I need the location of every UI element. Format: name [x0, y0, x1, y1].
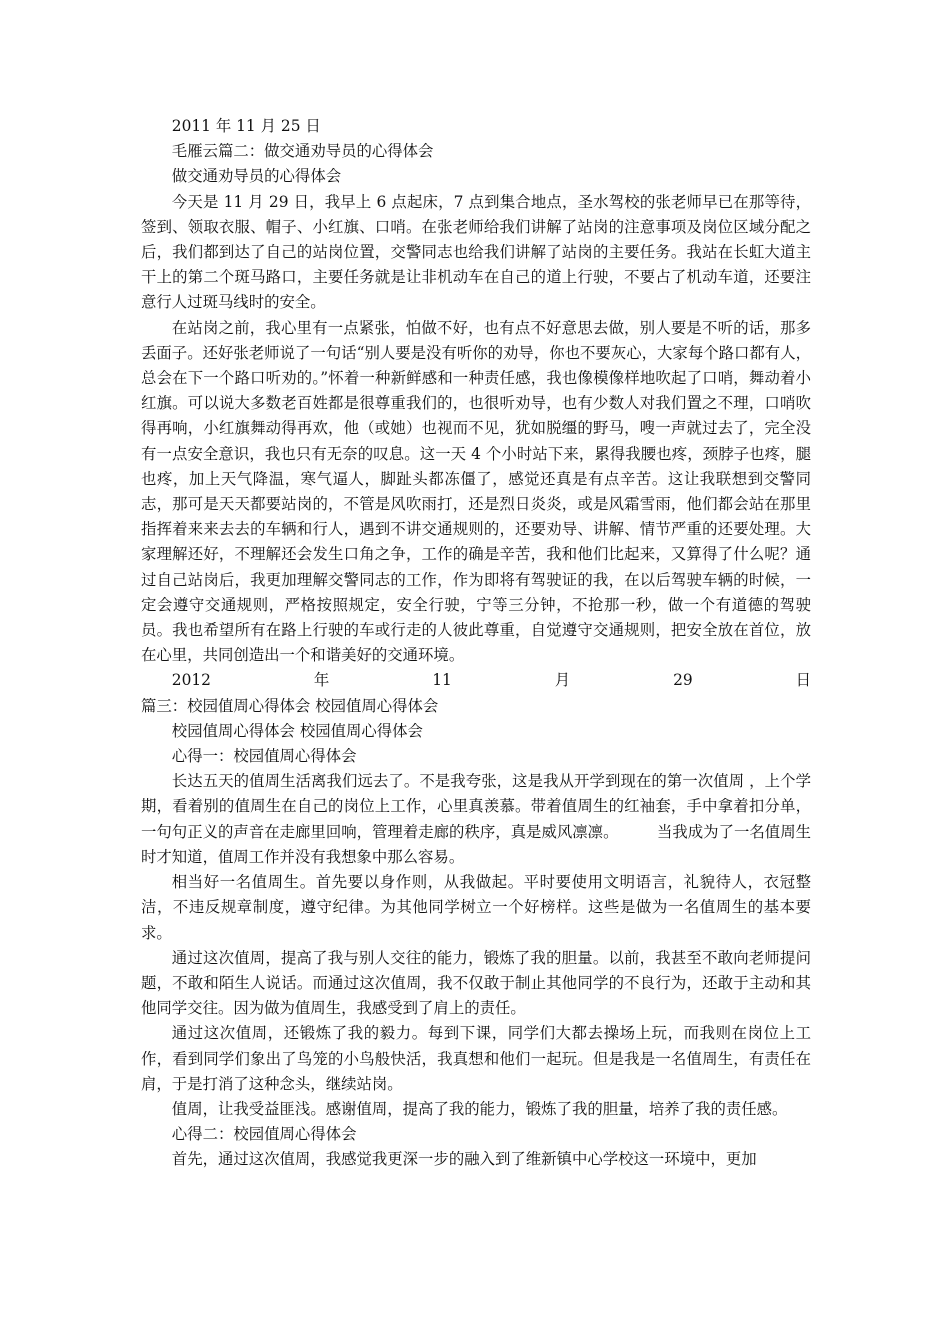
paragraph: 值周，让我受益匪浅。感谢值周，提高了我的能力，锻炼了我的胆量，培养了我的责任感。: [171, 1099, 788, 1118]
paragraph: 长达五天的值周生活离我们远去了。不是我夸张，这是我从开学到现在的第一次值周 ，上个学期，看着别的值周生在自己的岗位上工作，心里真羡慕。带着值周生的红袖套，手中拿着扣分单，一句句正义的声音在走廊里回响，管理着走廊的秩序，真是威风凛凛。 当我成为了一名值周生时才知道，值周工作并没有我想象中那么容易。: [141, 772, 811, 866]
subsection-title: 心得一：校园值周心得体会: [171, 747, 357, 766]
paragraph: 首先，通过这次值周，我感觉我更深一步的融入到了维新镇中心学校这一环境中，更加: [171, 1150, 757, 1169]
paragraph: 今天是 11 月 29 日，我早上 6 点起床，7 点到集合地点，圣水驾校的张老师早已在那等待，签到、领取衣服、帽子、小红旗、口哨。在张老师给我们讲解了站岗的注意事项及岗位区域分配之后，我们都到达了自己的站岗位置，交警同志也给我们讲解了站岗的主要任务。我站在长虹大道主干上的第二个斑马路口，主要任务就是让非机动车在自己的道上行驶，不要占了机动车道，还要注意行人过斑马线时的安全。: [141, 192, 811, 312]
paragraph: 通过这次值周，提高了我与别人交往的能力，锻炼了我的胆量。以前，我甚至不敢向老师提问题，不敢和陌生人说话。而通过这次值周，我不仅敢于制止其他同学的不良行为，还敢于主动和其他同学交往。因为做为值周生，我感受到了肩上的责任。: [141, 948, 811, 1018]
document-page: [141, 114, 811, 1173]
date-part: 日: [795, 671, 811, 690]
subsection-title: 心得二：校园值周心得体会: [171, 1125, 357, 1144]
date-part: 2012: [171, 671, 211, 690]
date-part: 11: [432, 671, 452, 690]
date-part: 29: [673, 671, 693, 690]
section-heading: 篇三：校园值周心得体会 校园值周心得体会: [141, 696, 439, 715]
date-line: 2011 年 11 月 25 日: [171, 117, 321, 135]
date-part: 年: [313, 671, 330, 690]
paragraph: 在站岗之前，我心里有一点紧张，怕做不好，也有点不好意思去做，别人要是不听的话，那多丢面子。还好张老师说了一句话“别人要是没有听你的劝导，你也不要灰心，大家每个路口都有人，总会在下一个路口听劝的。”怀着一种新鲜感和一种责任感，我也像模像样地吹起了口哨，舞动着小红旗。可以说大多数老百姓都是很尊重我们的，也很听劝导，也有少数人对我们置之不理，口哨吹得再响，小红旗舞动得再欢，他（或她）也视而不见，犹如脱缰的野马，嗖一声就过去了，完全没有一点安全意识，我也只有无奈的叹息。这一天 4 个小时站下来，累得我腰也疼，颈脖子也疼，腿也疼，加上天气降温，寒气逼人，脚趾头都冻僵了，感觉还真是有点辛苦。这让我联想到交警同志，那可是天天都要站岗的，不管是风吹雨打，还是烈日炎炎，或是风霜雪雨，他们都会站在那里指挥着来来去去的车辆和行人，遇到不讲交通规则的，还要劝导、讲解、情节严重的还要处理。大家理解还好，不理解还会发生口角之争，工作的确是辛苦，我和他们比起来，又算得了什么呢？通过自己站岗后，我更加理解交警同志的工作，作为即将有驾驶证的我，在以后驾驶车辆的时候，一定会遵守交通规则，严格按照规定，安全行驶，宁等三分钟，不抢那一秒，做一个有道德的驾驶员。我也希望所有在路上行驶的车或行走的人彼此尊重，自觉遵守交通规则，把安全放在首位，放在心里，共同创造出一个和谐美好的交通环境。: [141, 318, 811, 665]
section-title: 校园值周心得体会 校园值周心得体会: [171, 721, 423, 740]
paragraph: 相当好一名值周生。首先要以身作则，从我做起。平时要使用文明语言，礼貌待人，衣冠整洁，不违反规章制度，遵守纪律。为其他同学树立一个好榜样。这些是做为一名值周生的基本要求。: [141, 873, 811, 942]
date-part: 月: [554, 671, 571, 690]
section-heading: 毛雁云篇二：做交通劝导员的心得体会: [171, 142, 434, 161]
date-line-spread: [141, 668, 811, 693]
paragraph: 通过这次值周，还锻炼了我的毅力。每到下课，同学们大都去操场上玩，而我则在岗位上工作，看到同学们象出了鸟笼的小鸟般快活，我真想和他们一起玩。但是我是一名值周生，有责任在肩，于是打消了这种念头，继续站岗。: [141, 1024, 811, 1093]
section-title: 做交通劝导员的心得体会: [171, 167, 342, 186]
